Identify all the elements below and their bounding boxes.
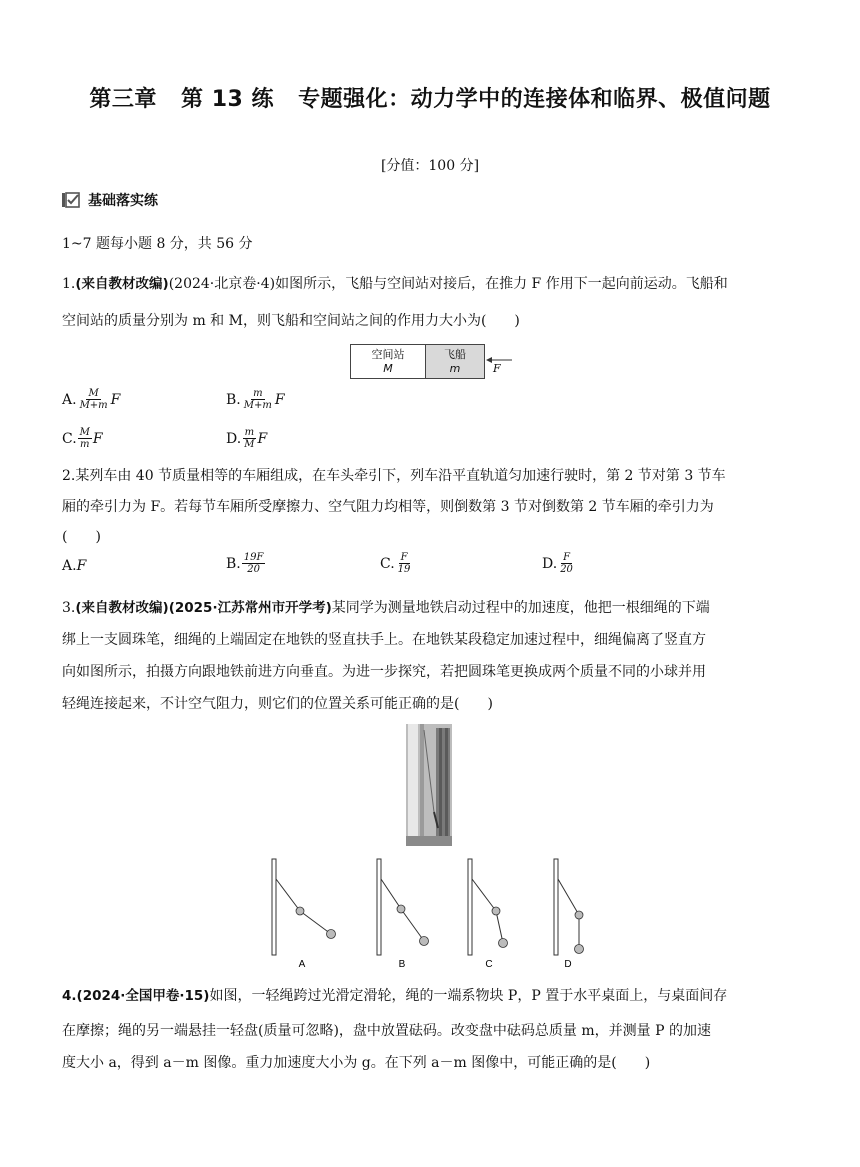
q1-option-c-fraction	[78, 427, 92, 450]
subway-handrail-photo	[406, 724, 452, 846]
q4-line2: 在摩擦；绳的另一端悬挂一轻盘(质量可忽略)，盘中放置砝码。改变盘中砝码总质量 m，并测量 P 的加速	[62, 1023, 711, 1039]
section-label: 基础落实练	[88, 193, 158, 209]
q3-choice-b-diagram[interactable]	[377, 859, 429, 955]
q1-line1	[62, 268, 802, 300]
q1-option-d-num: m	[244, 427, 255, 438]
section-note: 1~7 题每小题 8 分，共 56 分	[62, 236, 253, 252]
q2-line1: 2.某列车由 40 节质量相等的车厢组成，在车头牵引下，列车沿平直轨道匀加速行驶时，第 2 节对第 3 节车	[62, 468, 726, 484]
q1-source: (来自教材改编)	[75, 276, 169, 292]
q3-line4: 轻绳连接起来，不计空气阻力，则它们的位置关系可能正确的是( )	[62, 696, 493, 712]
spaceship-mass: m	[449, 361, 461, 375]
lesson-label: 第 13 练	[181, 87, 274, 112]
section-heading	[62, 190, 158, 210]
q1-option-a-fraction	[78, 388, 110, 411]
q3-choice-a-label: A	[298, 959, 306, 970]
q3-choice-a-diagram[interactable]	[272, 859, 336, 955]
q3-choice-c-diagram[interactable]	[468, 859, 508, 955]
q2-option-c-fraction	[396, 552, 413, 575]
q1-option-a-letter: A.	[62, 391, 77, 408]
space-station-mass: M	[383, 361, 393, 375]
q2-option-c-num: F	[400, 552, 408, 563]
q1-option-d-fraction	[242, 427, 256, 450]
q1-option-a-tail: F	[110, 391, 121, 408]
q3-source: (来自教材改编)	[75, 600, 169, 616]
checklist-icon	[62, 192, 80, 208]
spaceship-label: 飞船	[444, 347, 466, 361]
q3-line3: 向如图所示，拍摄方向跟地铁前进方向垂直。为进一步探究，若把圆珠笔更换成两个质量不同的小球并用	[62, 664, 706, 680]
spaceship-box	[425, 344, 485, 379]
q2-option-d[interactable]	[542, 552, 576, 575]
q1-option-b-den: M+m	[243, 400, 272, 411]
q2-option-d-letter: D.	[542, 555, 558, 572]
q1-option-d-den: M	[244, 439, 255, 450]
q2-option-d-num: F	[563, 552, 571, 563]
q1-reference: (2024·北京卷·4)	[168, 276, 276, 292]
q3-text-1: 某同学为测量地铁启动过程中的加速度，他把一根细绳的下端	[331, 600, 710, 616]
q1-option-d-tail: F	[257, 430, 268, 447]
q1-option-b-tail: F	[274, 391, 285, 408]
q2-option-c-letter: C.	[380, 555, 395, 572]
pendulum-photo-icon	[406, 724, 452, 846]
q3-choice-d-label: D	[564, 959, 572, 970]
q1-option-a-den: M+m	[79, 400, 108, 411]
q2-line2: 厢的牵引力为 F。若每节车厢所受摩擦力、空气阻力均相等，则倒数第 3 节对倒数第 2 节车厢的牵引力为	[62, 499, 714, 515]
q1-option-c-num: M	[79, 427, 90, 438]
q3-line1	[62, 592, 802, 624]
q1-option-c-letter: C.	[62, 430, 77, 447]
q1-option-c-tail: F	[92, 430, 103, 447]
space-station-label: 空间站	[371, 347, 405, 361]
q2-option-d-fraction	[558, 552, 575, 575]
q1-option-c[interactable]	[62, 427, 103, 450]
q2-option-c-den: 19	[397, 564, 411, 575]
q2-option-b-den: 20	[247, 564, 260, 575]
q2-option-a-text: F	[76, 558, 87, 574]
q1-option-a-num: M	[88, 388, 99, 399]
q1-text-1: 如图所示，飞船与空间站对接后，在推力 F 作用下一起向前运动。飞船和	[275, 276, 728, 292]
q3-choice-b-label: B	[398, 959, 406, 970]
q2-option-d-den: 20	[560, 564, 573, 575]
q3-line2: 绑上一支圆珠笔，细绳的上端固定在地铁的竖直扶手上。在地铁某段稳定加速过程中，细绳偏离了竖直方	[62, 632, 706, 648]
q1-option-a[interactable]	[62, 388, 120, 411]
q2-option-b[interactable]	[226, 552, 266, 575]
q1-option-b-letter: B.	[226, 391, 241, 408]
score-label: [分值：100 分]	[380, 158, 480, 174]
chapter-label: 第三章	[89, 87, 157, 112]
q1-option-d-letter: D.	[226, 430, 242, 447]
page-title	[0, 82, 860, 113]
q2-option-a[interactable]	[62, 558, 86, 574]
q1-option-d[interactable]	[226, 427, 267, 450]
q3-choice-c-label: C	[485, 959, 493, 970]
topic-label: 专题强化：动力学中的连接体和临界、极值问题	[298, 87, 771, 112]
q4-text-1: 如图，一轻绳跨过光滑定滑轮，绳的一端系物块 P，P 置于水平桌面上，与桌面间存	[209, 988, 728, 1004]
q2-option-b-fraction	[242, 552, 266, 575]
q1-option-c-den: m	[80, 439, 90, 450]
q1-number: 1.	[62, 276, 76, 292]
q2-option-a-letter: A.	[62, 558, 77, 574]
q2-option-b-num: 19F	[243, 552, 264, 563]
force-label: F	[493, 362, 501, 375]
q1-option-b[interactable]	[226, 388, 285, 411]
q4-reference: 4.(2024·全国甲卷·15)	[62, 988, 210, 1004]
q3-choice-d-diagram[interactable]	[554, 859, 584, 955]
q4-line3: 度大小 a，得到 a－m 图像。重力加速度大小为 g。在下列 a－m 图像中，可能正确的是( )	[62, 1055, 651, 1071]
q3-choices-figure	[260, 855, 600, 970]
q4-line1	[62, 980, 802, 1012]
q2-option-b-letter: B.	[226, 555, 241, 572]
q3-reference: (2025·江苏常州市开学考)	[168, 600, 332, 616]
q2-line3: ( )	[62, 529, 101, 545]
q3-number: 3.	[62, 600, 76, 616]
q1-option-b-fraction	[242, 388, 274, 411]
q1-option-b-num: m	[253, 388, 263, 399]
q2-option-c[interactable]	[380, 552, 413, 575]
q1-line2: 空间站的质量分别为 m 和 M，则飞船和空间站之间的作用力大小为( )	[62, 313, 520, 329]
space-station-box	[350, 344, 426, 379]
